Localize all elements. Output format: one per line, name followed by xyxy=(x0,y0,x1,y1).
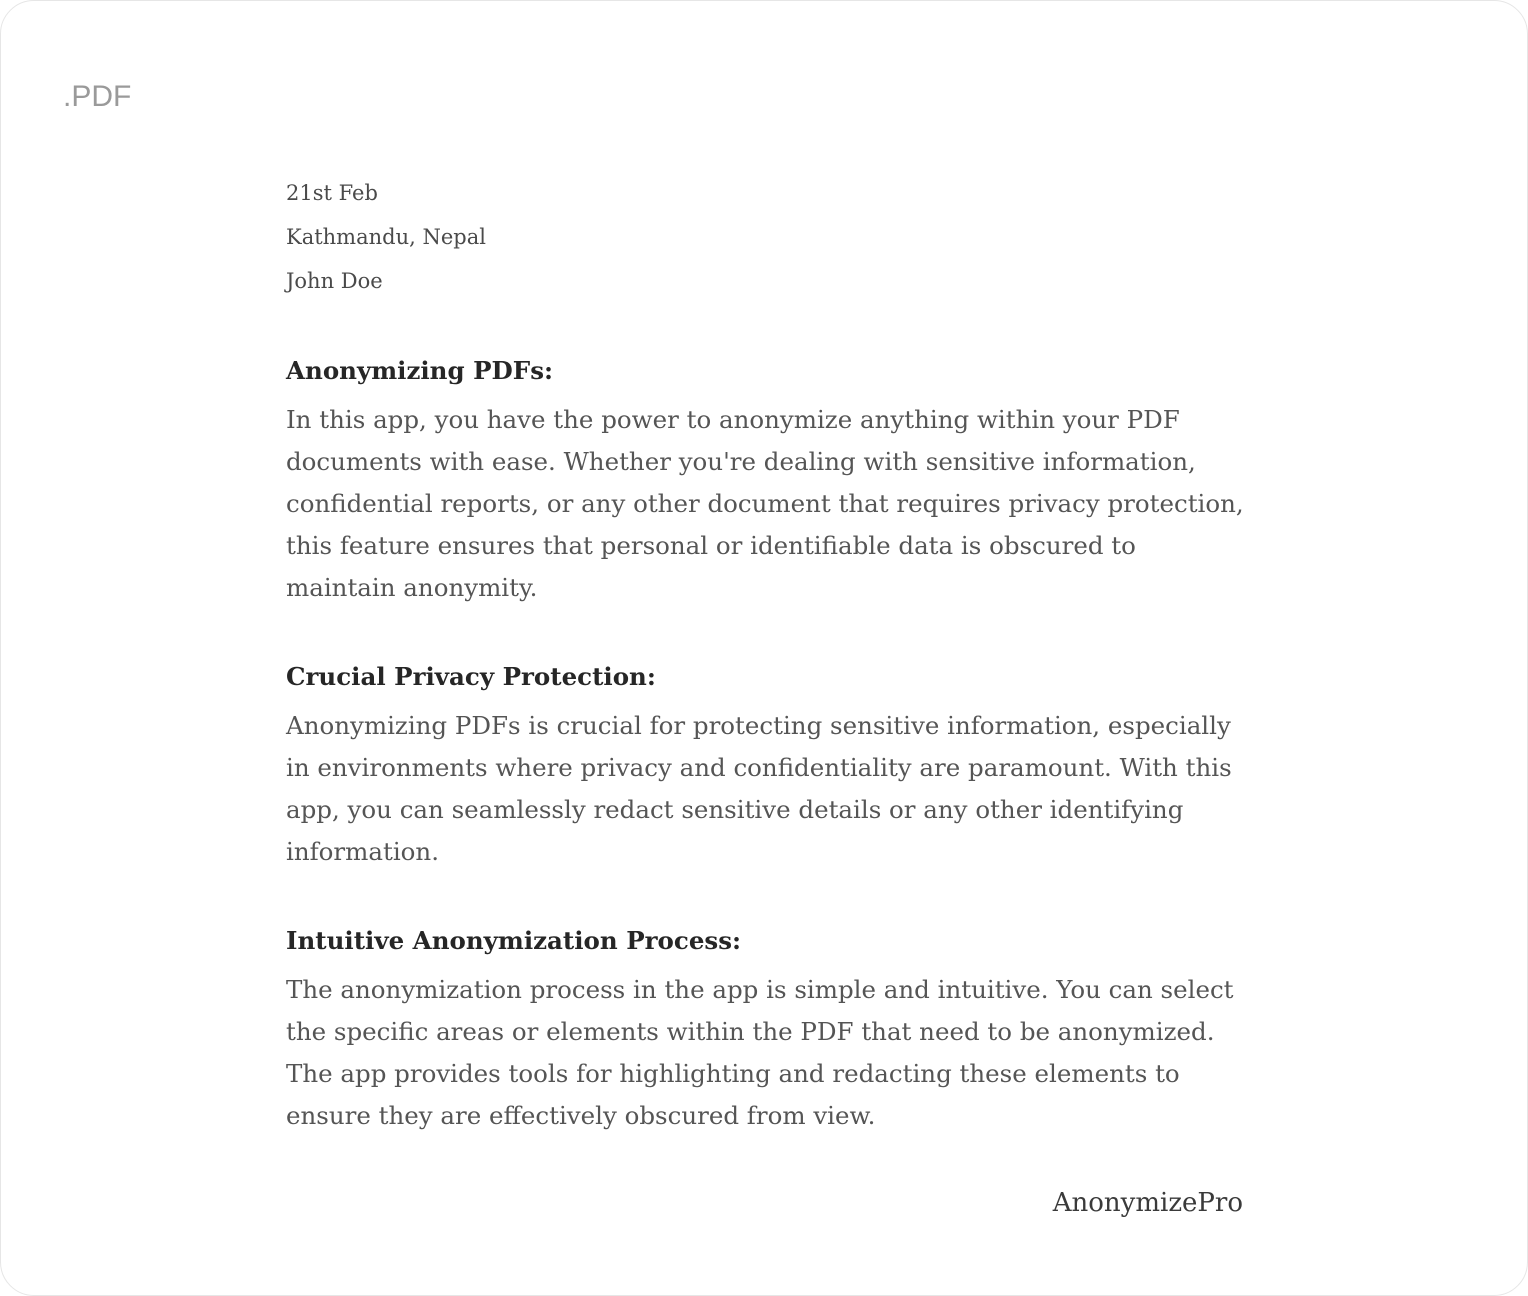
letter-name: John Doe xyxy=(286,269,383,293)
letter-meta xyxy=(286,171,1248,303)
section-body: The anonymization process in the app is simple and intuitive. You can select the specific areas or elements within the PDF that need to be anonymized. The app provides tools for highlighting and redacting these elements to ensure they are effectively obscured from view. xyxy=(286,975,1234,1130)
section-title: Anonymizing PDFs: xyxy=(286,356,554,385)
section-anonymization-process xyxy=(286,921,1248,1137)
section-title: Intuitive Anonymization Process: xyxy=(286,926,742,955)
file-type-label: .PDF xyxy=(63,80,132,113)
section-title: Crucial Privacy Protection: xyxy=(286,662,656,691)
section-privacy-protection xyxy=(286,657,1248,873)
section-body: In this app, you have the power to anonymize anything within your PDF documents with ease. Whether you're dealing with sensitive information, confidential reports, or any other document that requires privacy protection, this feature ensures that personal or identifiable data is obscured to maintain anonymity. xyxy=(286,405,1244,602)
section-body: Anonymizing PDFs is crucial for protecting sensitive information, especially in environments where privacy and confidentiality are paramount. With this app, you can seamlessly redact sensitive details or any other identifying information. xyxy=(286,711,1232,866)
document-content xyxy=(286,171,1248,1185)
letter-date: 21st Feb xyxy=(286,181,378,205)
signature: AnonymizePro xyxy=(1052,1188,1243,1218)
section-anonymizing-pdfs xyxy=(286,351,1248,609)
letter-location: Kathmandu, Nepal xyxy=(286,225,486,249)
